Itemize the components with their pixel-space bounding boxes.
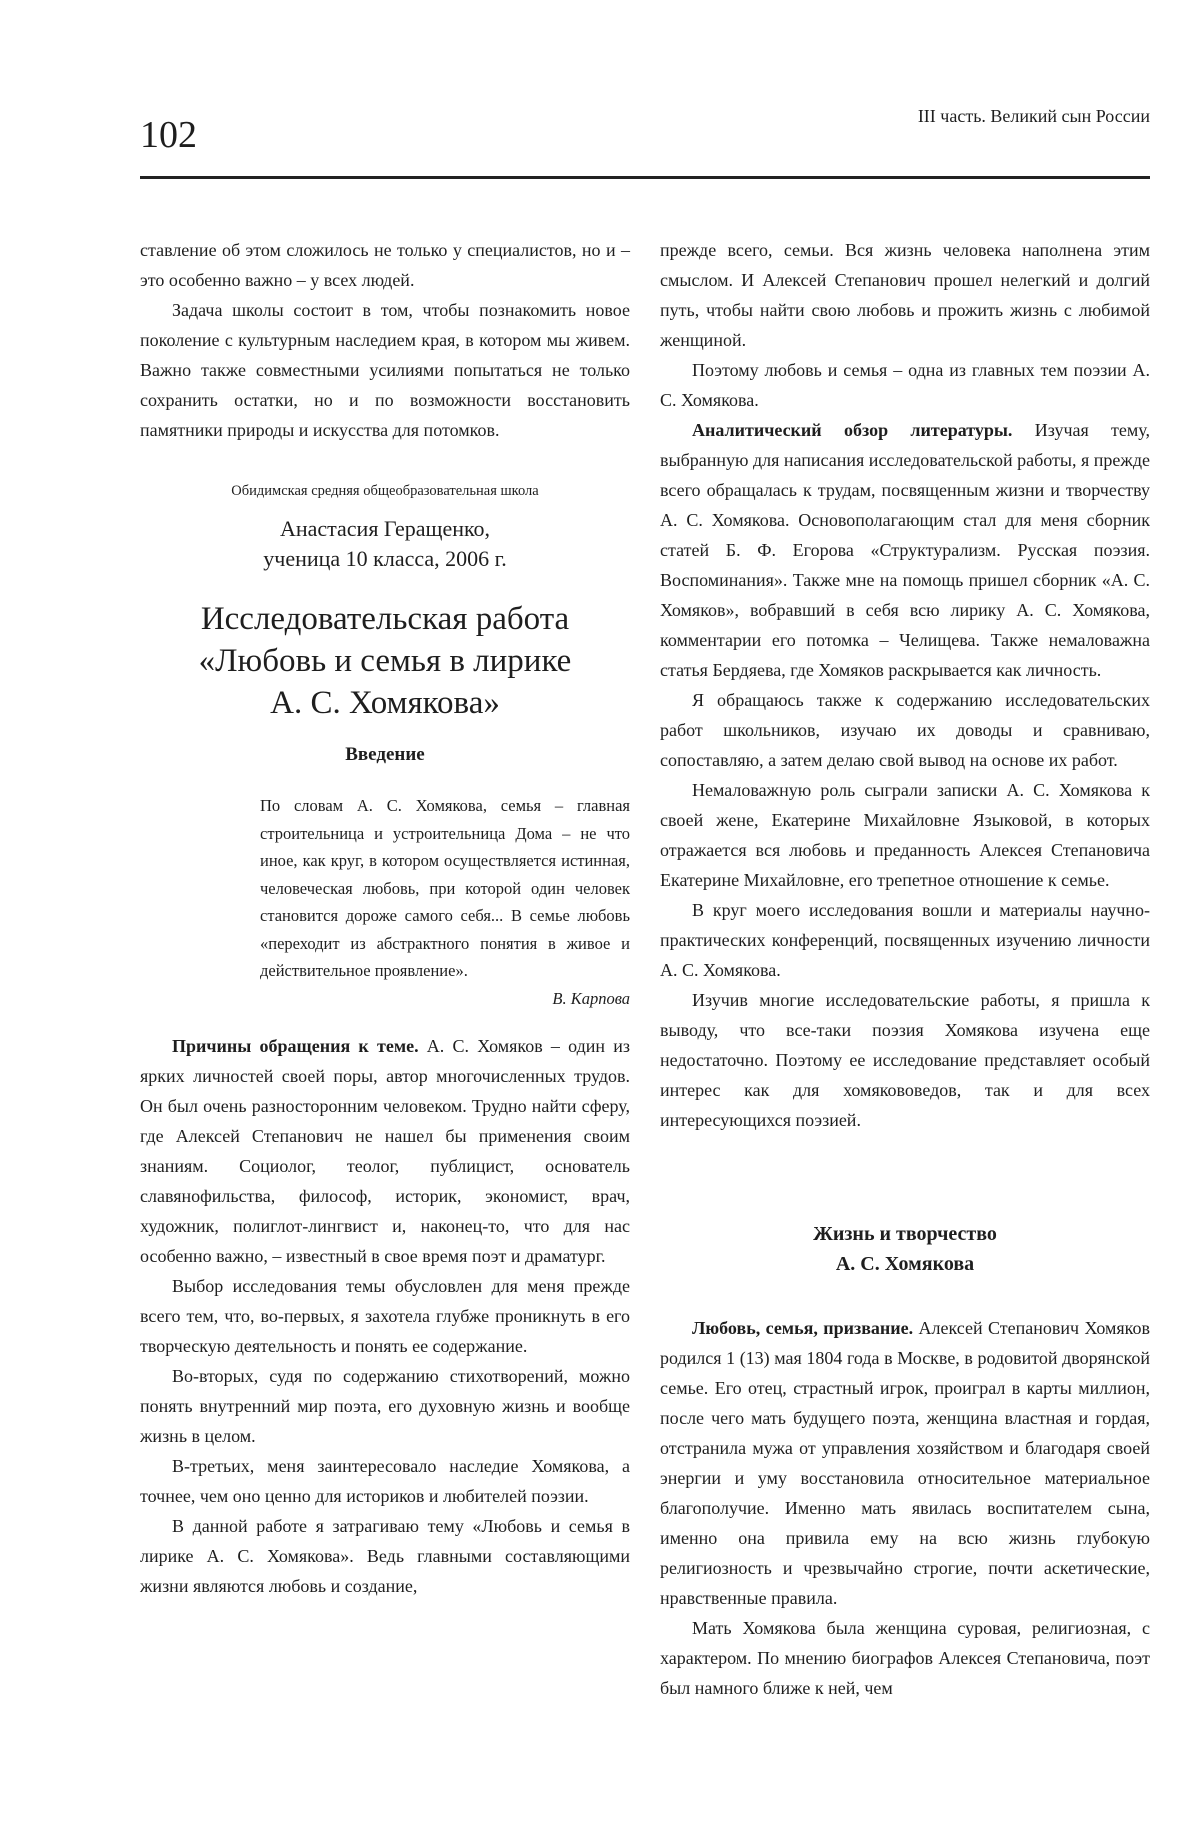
section-heading-line: Жизнь и творчество: [813, 1223, 997, 1245]
paragraph-text: А. С. Хомяков – один из ярких личностей своей поры, автор многочисленных трудов. Он был очень разносторонним человеком. Трудно найти сферу, где Алексей Степанович не нашел бы применения своим знаниям. Социолог, теолог, публицист, основатель славянофильства, философ, историк, экономист, врач, художник, полиглот-лингвист и, наконец-то, что для нас особенно важно, – известный в свое время поэт и драматург.: [140, 1035, 630, 1266]
run-in-heading: Аналитический обзор литературы.: [692, 420, 1013, 440]
title-line: «Любовь и семья в лирике: [198, 643, 572, 679]
paragraph: Изучив многие исследовательские работы, я пришла к выводу, что все-таки поэзия Хомякова изучена еще недостаточно. Поэтому ее исследование представляет особый интерес как для хомякововедов, так и для всех интересующихся поэзией.: [660, 990, 1150, 1130]
left-column: [140, 235, 630, 1601]
paragraph-reasons: [140, 1031, 630, 1271]
epigraph-author: В. Карпова: [552, 988, 630, 1008]
run-in-heading: Причины обращения к теме.: [172, 1035, 419, 1056]
section-heading-line: А. С. Хомякова: [835, 1253, 975, 1275]
paragraph: Во-вторых, судя по содержанию стихотворений, можно понять внутренний мир поэта, его духовную жизнь и вообще жизнь в целом.: [140, 1365, 630, 1446]
paragraph: Выбор исследования темы обусловлен для меня прежде всего тем, что, во-первых, я захотела глубже проникнуть в его творческую деятельность и понять ее содержание.: [140, 1275, 630, 1356]
section-heading-intro: Введение: [345, 744, 425, 765]
paragraph-review: [660, 415, 1150, 685]
running-head: III часть. Великий сын России: [917, 106, 1150, 126]
author-info: ученица 10 класса, 2006 г.: [263, 546, 507, 571]
paragraph: Мать Хомякова была женщина суровая, религиозная, с характером. По мнению биографов Алексея Степановича, поэт был намного ближе к ней, чем: [660, 1618, 1150, 1698]
school-name: Обидимская средняя общеобразовательная школа: [231, 483, 539, 499]
author-name: Анастасия Геращенко,: [279, 516, 491, 541]
title-line: Исследовательская работа: [200, 601, 570, 637]
page-number: 102: [140, 114, 197, 156]
header-rule: [140, 176, 1150, 179]
paragraph: ставление об этом сложилось не только у специалистов, но и – это особенно важно – у всех людей.: [140, 240, 630, 290]
paragraph-life: [660, 1313, 1150, 1613]
article-title: [140, 598, 630, 724]
paragraph: Немаловажную роль сыграли записки А. С. Хомякова к своей жене, Екатерине Михайловне Языковой, в которых отражается вся любовь и преданность Алексея Степановича Екатерине Михайловне, его трепетное отношение к семье.: [660, 780, 1150, 890]
paragraph-text: Алексей Степанович Хомяков родился 1 (13) мая 1804 года в Москве, в родовитой дворянской семье. Его отец, страстный игрок, проиграл в карты миллион, после чего мать будущего поэта, женщина властная и гордая, отстранила мужа от управления хозяйством и благодаря своей энергии и уму восстановила относительное материальное благополучие. Именно мать явилась воспитателем сына, именно она привила ему на всю жизнь глубокую религиозность и чрезвычайно строгие, почти аскетические, нравственные правила.: [660, 1318, 1151, 1608]
paragraph: прежде всего, семьи. Вся жизнь человека наполнена этим смыслом. И Алексей Степанович прошел нелегкий и долгий путь, чтобы найти свою любовь и прожить жизнь с любимой женщиной.: [660, 240, 1150, 350]
title-line: А. С. Хомякова»: [270, 685, 500, 721]
paragraph: В данной работе я затрагиваю тему «Любовь и семья в лирике А. С. Хомякова». Ведь главными составляющими жизни являются любовь и создание,: [140, 1515, 630, 1596]
paragraph: Поэтому любовь и семья – одна из главных тем поэзии А. С. Хомякова.: [660, 360, 1150, 410]
run-in-heading: Любовь, семья, призвание.: [692, 1318, 914, 1338]
epigraph: По словам А. С. Хомякова, семья – главная строительница и устроительница Дома – не что иное, как круг, в котором осуществляется истинная, человеческая любовь, при которой один человек становится дороже самого себя... В семье любовь «переходит из абстрактного понятия в живое и действительное проявление».: [260, 796, 630, 980]
paragraph: Я обращаюсь также к содержанию исследовательских работ школьников, изучаю их доводы и сравниваю, сопоставляю, а затем делаю свой вывод на основе их работ.: [660, 690, 1150, 770]
paragraph: В круг моего исследования вошли и материалы научно-практических конференций, посвященных изучению личности А. С. Хомякова.: [660, 900, 1150, 980]
paragraph: В-третьих, меня заинтересовало наследие Хомякова, а точнее, чем оно ценно для историков и любителей поэзии.: [140, 1455, 630, 1506]
paragraph-text: Изучая тему, выбранную для написания исследовательской работы, я прежде всего обращалась к трудам, посвященным жизни и творчеству А. С. Хомякова. Основополагающим стал для меня сборник статей Б. Ф. Егорова «Структурализм. Русская поэзия. Воспоминания». Также мне на помощь пришел сборник «А. С. Хомяков», вобравший в себя всю лирику А. С. Хомякова, комментарии его потомка – Челищева. Также немаловажна статья Бердяева, где Хомяков раскрывается как личность.: [660, 420, 1151, 680]
right-column: [660, 235, 1150, 1703]
paragraph: Задача школы состоит в том, чтобы познакомить новое поколение с культурным наследием края, в котором мы живем. Важно также совместными усилиями попытаться не только сохранить остатки, но и по возможности восстановить памятники природы и искусства для потомков.: [140, 300, 630, 440]
section-heading-life: [660, 1219, 1150, 1279]
